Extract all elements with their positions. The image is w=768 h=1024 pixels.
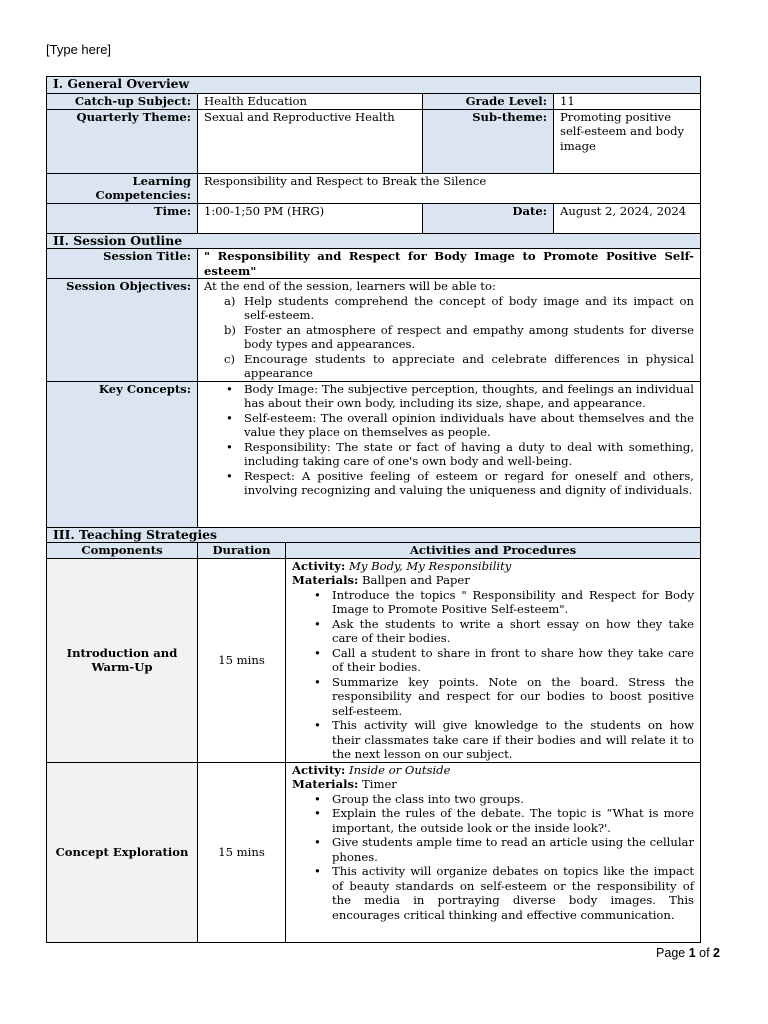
table-row	[47, 558, 701, 762]
date-value: August 2, 2024, 2024	[554, 203, 701, 233]
catchup-subject-label: Catch-up Subject:	[47, 94, 198, 110]
procedure-step: • Group the class into two groups.	[332, 792, 694, 807]
key-concept-item: • Respect: A positive feeling of esteem or regard for oneself and others, involving recognizing and valuing the uniqueness and dignity of individuals.	[244, 469, 694, 498]
learning-competencies-label: Learning Competencies:	[47, 173, 198, 203]
column-header-duration: Duration	[198, 543, 286, 559]
objective-item: a) Help students comprehend the concept of body image and its impact on self-esteem.	[224, 293, 694, 322]
component-cell: Concept Exploration	[47, 762, 198, 942]
session-objectives-cell	[198, 279, 701, 382]
catchup-subject-value: Health Education	[198, 94, 423, 110]
procedure-step: • Introduce the topics " Responsibility and Respect for Body Image to Promote Positive Self-esteem".	[332, 588, 694, 617]
component-cell: Introduction and Warm-Up	[47, 558, 198, 762]
objectives-intro: At the end of the session, learners will be able to:	[204, 279, 496, 293]
page-header: [Type here]	[46, 42, 112, 57]
session-title-value: " Responsibility and Respect for Body Image to Promote Positive Self-esteem"	[198, 249, 701, 279]
procedure-step: • This activity will organize debates on topics like the impact of beauty standards on self-esteem or the responsibility of the media in portraying diverse body images. This encourages critical thinking and effective communication.	[332, 864, 694, 922]
key-concepts-list	[204, 382, 694, 498]
procedure-list	[292, 792, 694, 923]
procedure-step: • Summarize key points. Note on the board. Stress the responsibility and respect for our bodies to boost positive self-esteem.	[332, 675, 694, 719]
activities-cell	[286, 558, 701, 762]
section-session-outline: II. Session Outline	[47, 233, 701, 249]
objective-item: c) Encourage students to appreciate and celebrate differences in physical appearance	[224, 351, 694, 380]
key-concept-item: • Responsibility: The state or fact of having a duty to deal with something, including taking care of one's own body and well-being.	[244, 440, 694, 469]
section-teaching-strategies: III. Teaching Strategies	[47, 527, 701, 543]
session-objectives-label: Session Objectives:	[47, 279, 198, 382]
procedure-step: • Explain the rules of the debate. The topic is “What is more important, the outside look or the inside look?'.	[332, 806, 694, 835]
key-concepts-cell	[198, 381, 701, 527]
duration-cell: 15 mins	[198, 762, 286, 942]
quarterly-theme-label: Quarterly Theme:	[47, 109, 198, 173]
key-concept-item: • Self-esteem: The overall opinion individuals have about themselves and the value they place on themselves as people.	[244, 411, 694, 440]
time-label: Time:	[47, 203, 198, 233]
sub-theme-label: Sub-theme:	[423, 109, 554, 173]
procedure-step: • Call a student to share in front to share how they take care of their bodies.	[332, 646, 694, 675]
page-number: Page 1 of 2	[656, 946, 720, 960]
section-general-overview: I. General Overview	[47, 77, 701, 94]
objectives-list	[204, 294, 694, 381]
activity-line: Activity: My Body, My Responsibility	[292, 558, 512, 573]
date-label: Date:	[423, 203, 554, 233]
table-row	[47, 762, 701, 942]
materials-line: Materials: Ballpen and Paper	[292, 573, 470, 587]
session-title-label: Session Title:	[47, 249, 198, 279]
procedure-list	[292, 588, 694, 762]
key-concept-item: • Body Image: The subjective perception, thoughts, and feelings an individual has about their own body, including its size, shape, and appearance.	[244, 382, 694, 411]
lesson-plan-table	[46, 76, 701, 943]
grade-level-value: 11	[554, 94, 701, 110]
key-concepts-label: Key Concepts:	[47, 381, 198, 527]
sub-theme-value: Promoting positive self-esteem and body image	[554, 109, 701, 173]
activity-line: Activity: Inside or Outside	[292, 762, 451, 777]
duration-cell: 15 mins	[198, 558, 286, 762]
column-header-activities: Activities and Procedures	[286, 543, 701, 559]
time-value: 1:00-1;50 PM (HRG)	[198, 203, 423, 233]
procedure-step: • Ask the students to write a short essay on how they take care of their bodies.	[332, 617, 694, 646]
materials-line: Materials: Timer	[292, 777, 397, 791]
procedure-step: • Give students ample time to read an article using the cellular phones.	[332, 835, 694, 864]
grade-level-label: Grade Level:	[423, 94, 554, 110]
procedure-step: • This activity will give knowledge to the students on how their classmates take care if their bodies and will relate it to the next lesson on our subject.	[332, 718, 694, 762]
activities-cell	[286, 762, 701, 942]
column-header-components: Components	[47, 543, 198, 559]
quarterly-theme-value: Sexual and Reproductive Health	[198, 109, 423, 173]
learning-competencies-value: Responsibility and Respect to Break the Silence	[198, 173, 701, 203]
objective-item: b) Foster an atmosphere of respect and empathy among students for diverse body types and appearances.	[224, 322, 694, 351]
